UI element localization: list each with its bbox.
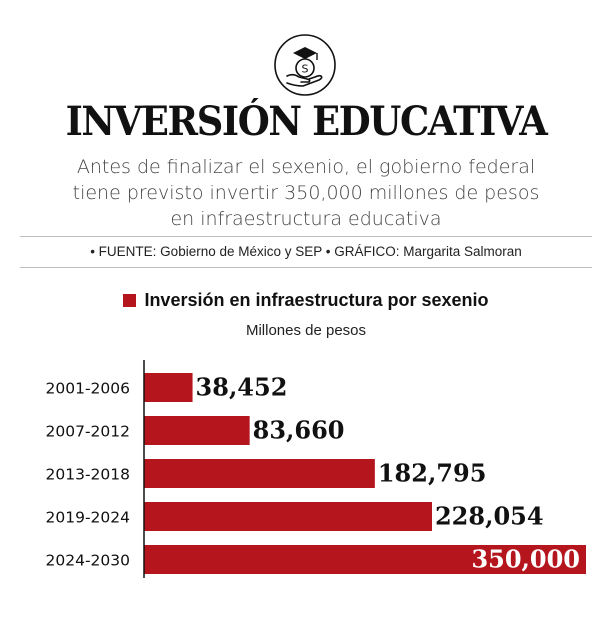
value-label: 38,452	[195, 372, 288, 402]
chart-legend	[0, 290, 612, 311]
category-label: 2013-2018	[45, 465, 130, 484]
subtitle-line: en infraestructura educativa	[170, 208, 442, 230]
category-label: 2001-2006	[45, 379, 130, 398]
subtitle-line: Antes de finalizar el sexenio, el gobierno federal	[76, 156, 536, 178]
bar-2013-2018	[144, 459, 375, 488]
chart-units: Millones de pesos	[245, 322, 367, 339]
subtitle-line: tiene previsto invertir 350,000 millones de pesos	[72, 182, 540, 204]
value-label: 228,054	[434, 501, 544, 531]
subtitle	[40, 154, 572, 232]
legend-swatch	[123, 294, 136, 307]
value-label: 350,000	[471, 544, 580, 574]
source-credit: • FUENTE: Gobierno de México y SEP • GRÁFICO: Margarita Salmoran	[90, 244, 522, 259]
value-label: 83,660	[252, 415, 345, 445]
svg-text:S: S	[301, 62, 309, 76]
bar-chart	[0, 360, 612, 585]
bar-2019-2024	[144, 502, 432, 531]
bar-2007-2012	[144, 416, 250, 445]
education-investment-icon	[273, 33, 337, 97]
category-label: 2024-2030	[45, 551, 130, 570]
chart-title: Inversión en infraestructura por sexenio	[144, 290, 489, 310]
category-label: 2007-2012	[45, 422, 130, 441]
divider-top	[20, 236, 592, 237]
divider-bottom	[20, 267, 592, 268]
value-label: 182,795	[377, 458, 487, 488]
category-label: 2019-2024	[45, 508, 130, 527]
bar-2001-2006	[144, 373, 193, 402]
page-title: INVERSIÓN EDUCATIVA	[65, 98, 547, 145]
